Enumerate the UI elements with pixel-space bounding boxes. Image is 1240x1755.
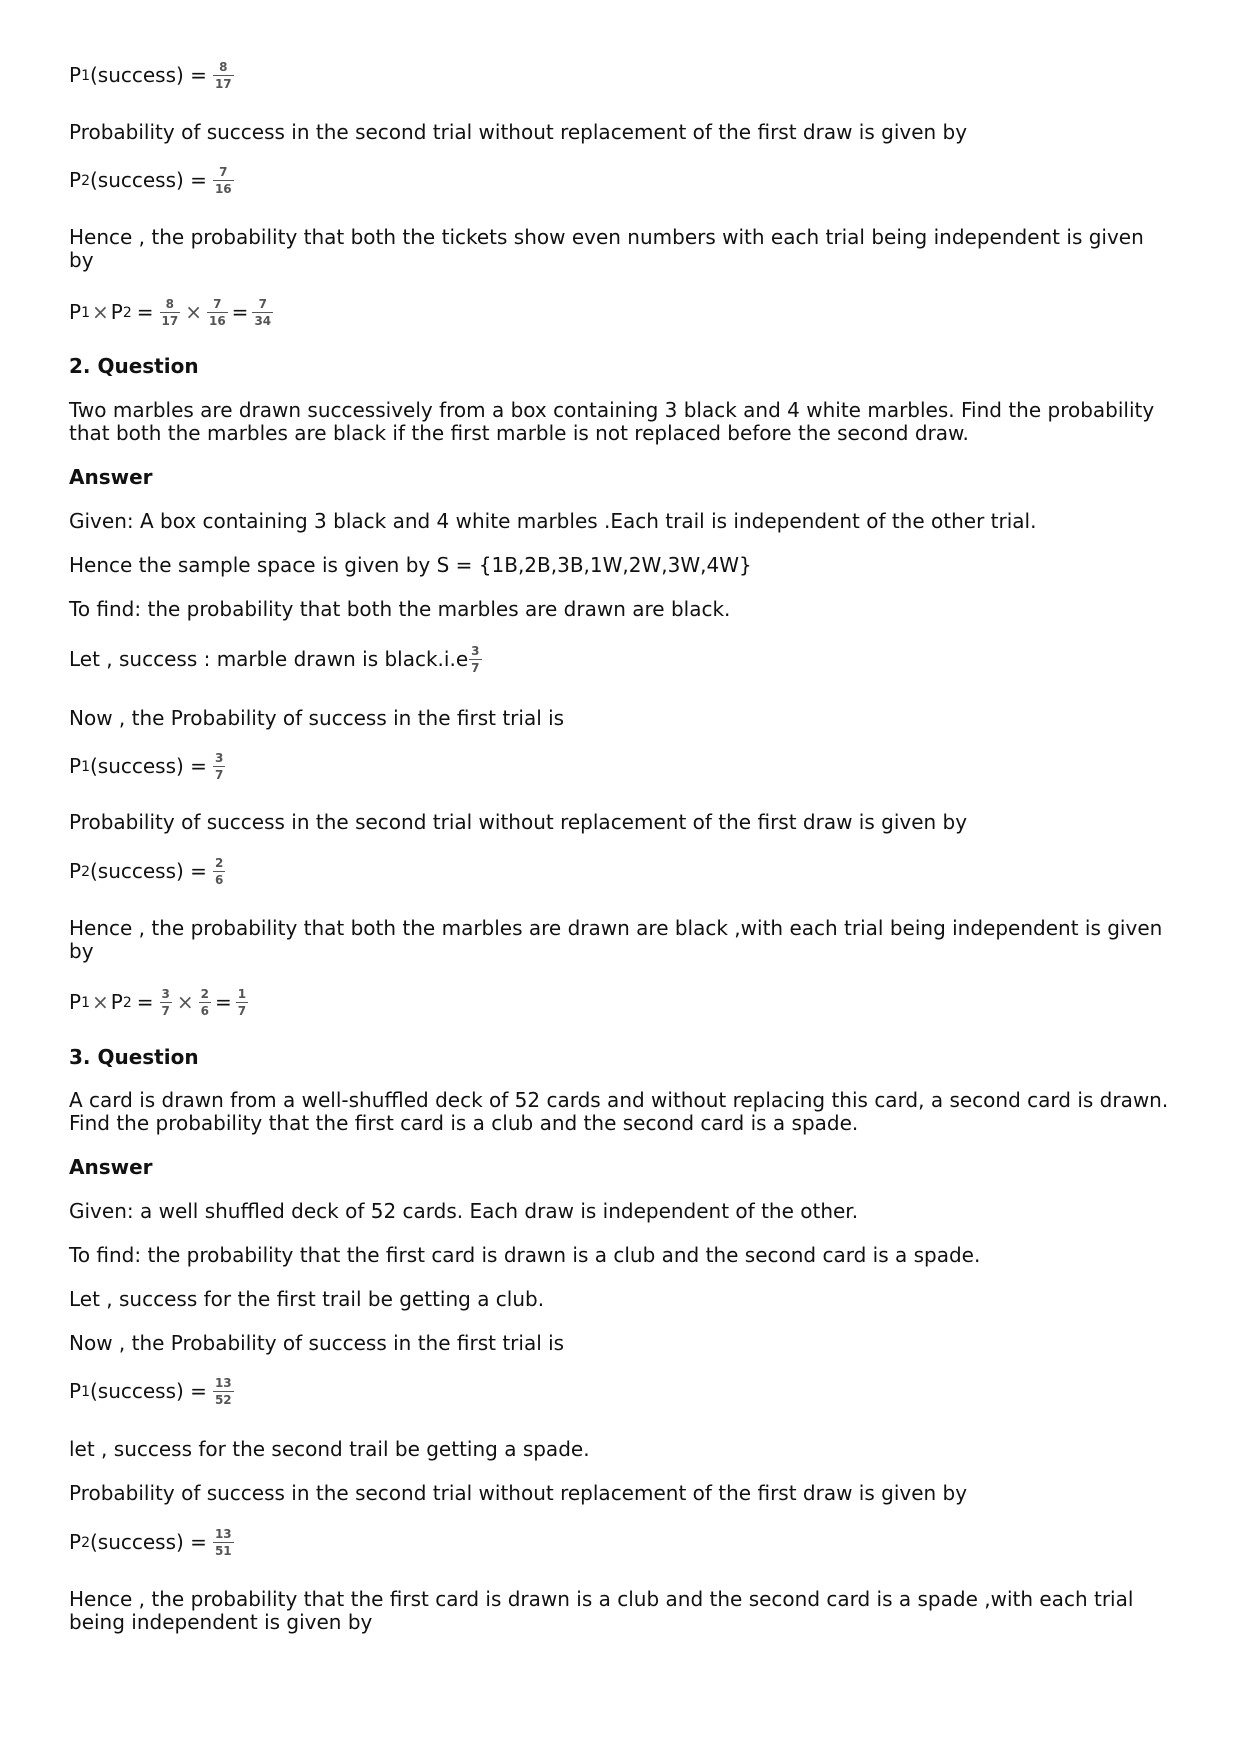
s1-p1-equation: P 1 (success) = $\frac{8}{17}$ [69, 60, 232, 91]
denominator: 17 [161, 314, 179, 328]
equals-sign: = [136, 990, 154, 1014]
s1-second-trial: Probability of success in the second trial without replacement of the first draw is given by [69, 120, 968, 144]
q3-hence: Hence , the probability that the first card is drawn is a club and the second card is a spade ,with each trial being independent is given by [69, 1587, 1134, 1634]
p-symbol: P [69, 63, 82, 87]
success-label: (success) = [89, 168, 207, 192]
q3-p2-equation: P 2 (success) = $\frac{13}{51}$ [69, 1527, 232, 1558]
q2-heading: 2. Question [69, 354, 199, 378]
times-sign: × [176, 990, 194, 1014]
denominator: 6 [200, 1004, 209, 1018]
denominator: 51 [214, 1544, 232, 1558]
let-text: Let , success : marble drawn is black.i.e [69, 647, 469, 671]
numerator: 7 [219, 165, 228, 179]
q3-now: Now , the Probability of success in the first trial is [69, 1331, 565, 1355]
numerator: 8 [165, 297, 175, 311]
p-symbol: P [69, 168, 82, 192]
denominator: 52 [214, 1393, 232, 1407]
p-symbol: P [69, 990, 82, 1014]
q2-answer-heading: Answer [69, 465, 153, 489]
q2-hence: Hence , the probability that both the marbles are drawn are black ,with each trial being independent is given by [69, 916, 1163, 963]
fraction [199, 987, 211, 1018]
q2-to-find: To find: the probability that both the marbles are drawn are black. [69, 597, 731, 621]
s1-hence: Hence , the probability that both the tickets show even numbers with each trial being independent is given by [69, 225, 1144, 272]
denominator: 16 [208, 314, 226, 328]
fraction [213, 856, 225, 887]
equals-sign: = [231, 300, 249, 324]
fraction [236, 987, 248, 1018]
fraction [160, 297, 181, 328]
fraction [252, 297, 273, 328]
q3-question-text: A card is drawn from a well-shuffled deck of 52 cards and without replacing this card, a second card is drawn. Find the probability that the first card is a club and the second card is a spade. [69, 1088, 1169, 1135]
numerator: 8 [219, 60, 228, 74]
q3-p1-equation: P 1 (success) = $\frac{13}{52}$ [69, 1376, 232, 1407]
q2-second-trial: Probability of success in the second trial without replacement of the first draw is given by [69, 810, 968, 834]
fraction [207, 297, 228, 328]
denominator: 7 [161, 1004, 170, 1018]
p-symbol: P [110, 990, 123, 1014]
numerator: 7 [258, 297, 267, 311]
equals-sign: = [214, 990, 232, 1014]
denominator: 17 [214, 77, 232, 91]
equals-sign: = [136, 300, 154, 324]
denominator: 7 [214, 768, 224, 782]
p-symbol: P [110, 300, 123, 324]
times-sign: × [91, 990, 109, 1014]
q3-given: Given: a well shuffled deck of 52 cards. Each draw is independent of the other. [69, 1199, 859, 1223]
p-symbol: P [69, 1530, 82, 1554]
fraction [213, 1527, 234, 1558]
fraction [469, 644, 481, 675]
q3-let-second: let , success for the second trail be getting a spade. [69, 1437, 590, 1461]
s1-p2-equation: P 2 (success) = $\frac{7}{16}$ [69, 165, 232, 196]
q3-heading: 3. Question [69, 1045, 199, 1069]
p-symbol: P [69, 1379, 82, 1403]
denominator: 7 [471, 661, 480, 675]
p-symbol: P [69, 754, 82, 778]
numerator: 1 [237, 987, 247, 1001]
q3-second-trial: Probability of success in the second trial without replacement of the first draw is given by [69, 1481, 968, 1505]
denominator: 16 [214, 182, 232, 196]
fraction [213, 60, 234, 91]
q3-to-find: To find: the probability that the first card is drawn is a club and the second card is a spade. [69, 1243, 981, 1267]
q3-answer-heading: Answer [69, 1155, 153, 1179]
q2-now: Now , the Probability of success in the first trial is [69, 706, 565, 730]
success-label: (success) = [89, 859, 207, 883]
q3-let-first: Let , success for the first trail be getting a club. [69, 1287, 545, 1311]
success-label: (success) = [89, 1379, 207, 1403]
q2-p2-equation: P 2 (success) = $\frac{2}{6}$ [69, 856, 224, 887]
numerator: 3 [471, 644, 480, 658]
q2-question-text: Two marbles are drawn successively from a box containing 3 black and 4 white marbles. Find the probability that both the marbles are black if the first marble is not replaced before the second draw. [69, 398, 1155, 445]
success-label: (success) = [89, 1530, 207, 1554]
fraction [213, 1376, 234, 1407]
numerator: 13 [214, 1527, 232, 1541]
denominator: 7 [237, 1004, 247, 1018]
denominator: 6 [214, 873, 224, 887]
numerator: 2 [200, 987, 209, 1001]
q2-product-equation: P 1 × P 2 = $\frac{3}{7}$ × $\frac{2}{6}$ = $\frac{1}{7}$ [69, 987, 247, 1018]
q2-given: Given: A box containing 3 black and 4 white marbles .Each trail is independent of the other trial. [69, 509, 1037, 533]
times-sign: × [185, 300, 202, 324]
numerator: 7 [213, 297, 222, 311]
numerator: 3 [214, 751, 224, 765]
q2-sample-space: Hence the sample space is given by S = {1B,2B,3B,1W,2W,3W,4W} [69, 553, 752, 577]
q2-let-success [69, 644, 483, 675]
denominator: 34 [254, 314, 272, 328]
times-sign: × [91, 300, 109, 324]
success-label: (success) = [89, 63, 207, 87]
p-symbol: P [69, 859, 82, 883]
fraction [160, 987, 172, 1018]
numerator: 2 [214, 856, 224, 870]
numerator: 13 [214, 1376, 232, 1390]
success-label: (success) = [89, 754, 207, 778]
fraction [213, 751, 225, 782]
fraction [213, 165, 234, 196]
numerator: 3 [161, 987, 170, 1001]
s1-product-equation: P 1 × P 2 = $\frac{8}{17}$ × $\frac{7}{16}$ = $\frac{7}{34}$ [69, 297, 272, 328]
p-symbol: P [69, 300, 82, 324]
q2-p1-equation: P 1 (success) = $\frac{3}{7}$ [69, 751, 224, 782]
